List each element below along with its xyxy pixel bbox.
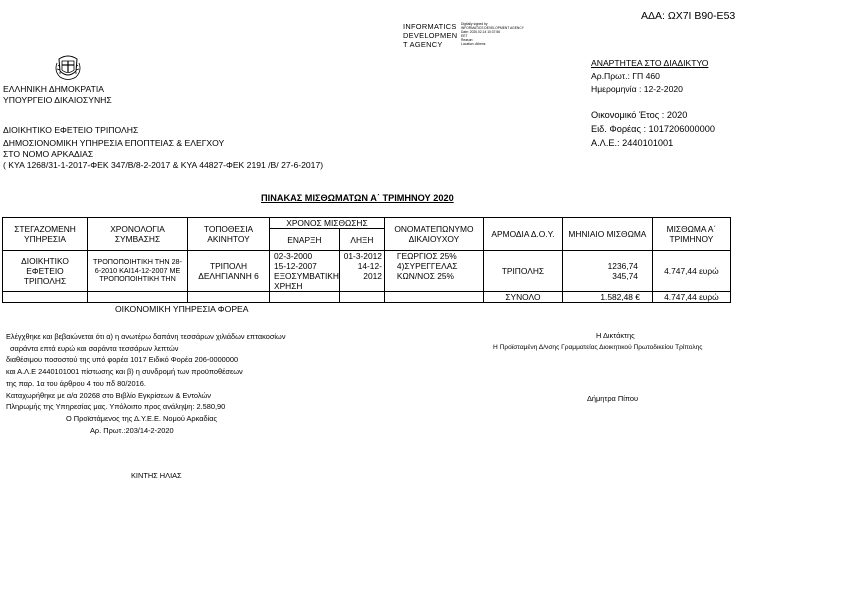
header-tax-office: ΑΡΜΟΔΙΑ Δ.Ο.Υ. — [483, 218, 562, 251]
cell-owners — [384, 251, 483, 292]
signer-org-line-3: T AGENCY — [403, 40, 443, 49]
signature-line: INFORMATICS DEVELOPMENT AGENCY — [461, 26, 524, 30]
cell-start — [270, 251, 340, 292]
ministry-line: ΥΠΟΥΡΓΕΙΟ ΔΙΚΑΙΟΣΥΝΗΣ — [3, 95, 112, 105]
header-start: ΕΝΑΡΞΗ — [270, 229, 340, 251]
body-line: Ο Προϊστάμενος της Δ.Υ.Ε.Ε. Νομού Αρκαδίας — [66, 413, 218, 423]
start-line: ΧΡΗΣΗ — [274, 281, 303, 291]
signature-line: Reason: — [461, 38, 474, 42]
court-line: ΔΙΟΙΚΗΤΙΚΟ ΕΦΕΤΕΙΟ ΤΡΙΠΟΛΗΣ — [3, 125, 139, 135]
header-end: ΛΗΞΗ — [339, 229, 384, 251]
total-monthly: 1.582,48 € — [562, 292, 652, 303]
lease-table — [2, 217, 731, 303]
empty-cell — [339, 292, 384, 303]
header-lease-time: ΧΡΟΝΟΣ ΜΙΣΘΩΣΗΣ — [270, 218, 385, 229]
ale-code: Α.Λ.Ε.: 2440101001 — [591, 138, 674, 148]
empty-cell — [384, 292, 483, 303]
header-location: ΤΟΠΟΘΕΣΙΑ ΑΚΙΝΗΤΟΥ — [188, 218, 270, 251]
verification-text — [6, 331, 286, 436]
court-line: ( ΚΥΑ 1268/31-1-2017-ΦΕΚ 347/Β/8-2-2017 & ΚΥΑ 44827-ΦΕΚ 2191 /Β/ 27-6-2017) — [3, 160, 324, 170]
signature-line: EET — [461, 34, 468, 38]
empty-cell — [3, 292, 88, 303]
cell-quarterly: 4.747,44 ευρώ — [652, 251, 730, 292]
empty-cell — [188, 292, 270, 303]
ministry-header — [3, 84, 112, 106]
owner-line: 4)ΣΥΡΕΓΓΕΛΑΣ — [396, 261, 458, 271]
protocol-number: Αρ.Πρωτ.: ΓΠ 460 — [591, 71, 660, 81]
signature-line: Date: 2020.02.14 10:37:56 — [461, 30, 501, 34]
cell-monthly — [562, 251, 652, 292]
ada-code: ΑΔΑ: ΩΧ7Ι Β90-Ε53 — [641, 10, 736, 22]
cell-tax-office: ΤΡΙΠΟΛΗΣ — [483, 251, 562, 292]
cell-chronology: ΤΡΟΠΟΠΟΙΗΤΙΚΗ ΤΗΝ 28-6-2010 ΚΑΙ14-12-2007 ΜΕ ΤΡΟΠΟΠΟΙΗΤΙΚΗ ΤΗΝ — [88, 251, 188, 292]
coat-of-arms-icon — [53, 51, 83, 83]
header-chronology: ΧΡΟΝΟΛΟΓΙΑ ΣΥΜΒΑΣΗΣ — [88, 218, 188, 251]
signer-org-line-2: DEVELOPMEN — [403, 31, 458, 40]
typist-label: Η Δικτάκτης — [596, 331, 635, 340]
signature-line: Digitally signed by — [461, 22, 488, 26]
cell-location: ΤΡΙΠΟΛΗ ΔΕΛΗΓΙΑΝΝΗ 6 — [188, 251, 270, 292]
table-row — [3, 251, 731, 292]
body-line: Καταχωρήθηκε με α/α 20268 στο Βιβλίο Εγκρίσεων & Εντολών — [6, 390, 211, 400]
start-line: 02-3-2000 — [274, 251, 313, 261]
body-line: της παρ. 1α του άρθρου 4 του πδ 80/2016. — [6, 378, 146, 388]
court-line: ΔΗΜΟΣΙΟΝΟΜΙΚΗ ΥΠΗΡΕΣΙΑ ΕΠΟΠΤΕΙΑΣ & ΕΛΕΓΧΟΥ — [3, 138, 225, 148]
typist-name: Δήμητρα Πίπου — [587, 394, 638, 403]
total-row — [3, 292, 731, 303]
monthly-line: 345,74 — [612, 271, 638, 281]
signature-details — [461, 22, 524, 46]
republic-line: ΕΛΛΗΝΙΚΗ ΔΗΜΟΚΡΑΤΙΑ — [3, 84, 104, 94]
signature-line: Location: Athens — [461, 42, 486, 46]
head-department: Η Προϊσταμένη Δ/νσης Γραμματείας Διοικητικού Πρωτοδικείου Τρίπολης — [493, 344, 703, 351]
end-line: 01-3-2012 — [343, 251, 382, 261]
start-line: 15-12-2007 — [274, 261, 317, 271]
owner-line: ΓΕΩΡΓΙΟΣ 25% — [396, 251, 457, 261]
page-title: ΠΙΝΑΚΑΣ ΜΙΣΘΩΜΑΤΩΝ Α΄ ΤΡΙΜΗΝΟΥ 2020 — [261, 193, 454, 203]
empty-cell — [270, 292, 340, 303]
monthly-line: 1236,74 — [607, 261, 638, 271]
court-line: ΣΤΟ ΝΟΜΟ ΑΡΚΑΔΙΑΣ — [3, 149, 94, 159]
header-service: ΣΤΕΓΑΖΟΜΕΝΗ ΥΠΗΡΕΣΙΑ — [3, 218, 88, 251]
body-line: Ελέγχθηκε και βεβαιώνεται ότι α) η ανωτέρω δαπάνη τεσσάρων χιλιάδων επτακοσίων — [6, 332, 286, 341]
empty-cell — [88, 292, 188, 303]
body-line: και Α.Λ.Ε 2440101001 πίστωσης και β) η συνδρομή των προϋποθέσεων — [6, 367, 243, 377]
digital-signature-block — [403, 22, 457, 49]
cell-service: ΔΙΟΙΚΗΤΙΚΟ ΕΦΕΤΕΙΟ ΤΡΙΠΟΛΗΣ — [3, 251, 88, 292]
cell-end — [339, 251, 384, 292]
signer-name: ΚΙΝΤΗΣ ΗΛΙΑΣ — [131, 471, 182, 480]
total-label: ΣΥΝΟΛΟ — [483, 292, 562, 303]
body-line: Αρ. Πρωτ.:203/14-2-2020 — [90, 425, 174, 435]
body-line: διαθέσιμου ποσοστού της υπό φορέα 1017 Ειδικό Φορέα 206-0000000 — [6, 355, 239, 365]
header-quarterly: ΜΙΣΘΩΜΑ Α΄ ΤΡΙΜΗΝΟΥ — [652, 218, 730, 251]
fiscal-year: Οικονομικό Έτος : 2020 — [591, 110, 688, 120]
header-owners: ΟΝΟΜΑΤΕΠΩΝΥΜΟ ΔΙΚΑΙΟΥΧΟΥ — [384, 218, 483, 251]
total-quarterly: 4.747,44 ευρώ — [652, 292, 730, 303]
start-line: ΕΞΟΣΥΜΒΑΤΙΚΗ — [274, 271, 339, 281]
owner-line: ΚΩΝ/ΝΟΣ 25% — [396, 271, 454, 281]
body-line: Πληρωμής της Υπηρεσίας μας. Υπόλοιπο προς ανάληψη: 2.580,90 — [6, 402, 226, 412]
body-code: Ειδ. Φορέας : 1017206000000 — [591, 124, 715, 134]
signer-org-line-1: INFORMATICS — [403, 22, 457, 31]
document-date: Ημερομηνία : 12-2-2020 — [591, 84, 683, 94]
header-monthly: ΜΗΝΙΑΙΟ ΜΙΣΘΩΜΑ — [562, 218, 652, 251]
court-header — [3, 125, 323, 171]
end-line: 14-12-2012 — [357, 261, 382, 281]
body-line: σαράντα επτά ευρώ και σαράντα τεσσάρων λεπτών — [10, 343, 179, 353]
post-online-label: ΑΝΑΡΤΗΤΕΑ ΣΤΟ ΔΙΑΔΙΚΤΥΟ — [591, 58, 709, 68]
finance-service-label: ΟΙΚΟΝΟΜΙΚΗ ΥΠΗΡΕΣΙΑ ΦΟΡΕΑ — [115, 304, 249, 314]
